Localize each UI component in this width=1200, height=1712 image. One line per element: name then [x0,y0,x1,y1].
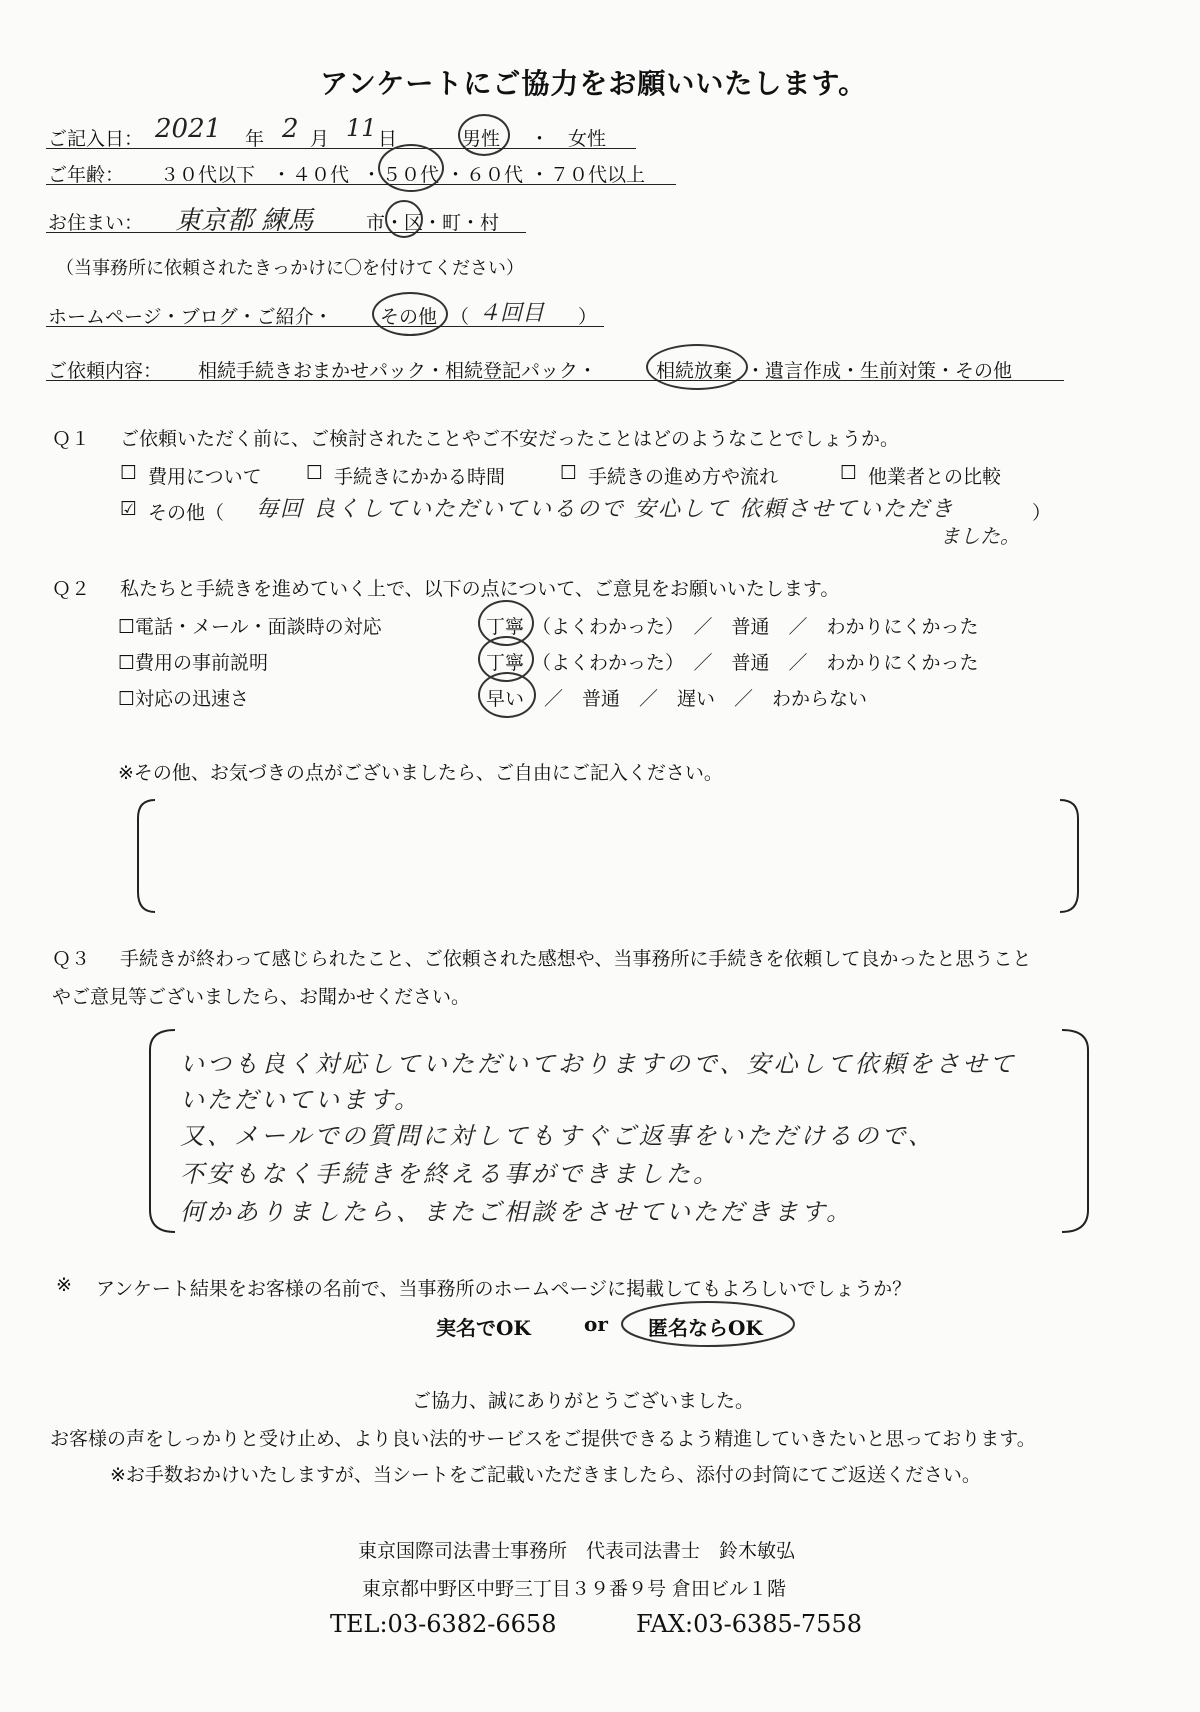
year-value: 2021 [155,114,222,144]
gender-female: 女性 [568,128,607,150]
request-label: ご依頼内容： [48,360,163,382]
address-suffix: 市・区・町・村 [366,212,500,234]
q1-other-answer-2: ました。 [940,524,1020,548]
gender-sep: ・ [530,128,550,150]
q2-row-contact-selected: 丁寧 [486,616,525,638]
q1-checkbox-other[interactable]: ☑ [120,498,138,520]
q1-checkbox-3[interactable]: ☐ [560,462,578,484]
q3-answer-line-2: いただいています。 [180,1086,422,1114]
q3-question-2: やご意見等ございましたら、お聞かせください。 [52,986,471,1008]
referral-options: ホームページ・ブログ・ご紹介・ [48,306,333,328]
q2-row-cost-selected: 丁寧 [486,652,525,674]
address-label: お住まい： [48,212,144,234]
month-unit: 月 [310,128,330,150]
q3-answer-line-5: 何かありましたら、またご相談をさせていただきます。 [180,1198,854,1226]
age-option-40: ４０代 [292,164,350,186]
year-unit: 年 [245,128,265,150]
referral-other: その他 [380,306,438,328]
office-tel: TEL:03-6382-6658 [330,1610,557,1638]
closing-line-2: お客様の声をしっかりと受け止め、より良い法的サービスをご提供できるよう精進していきたいと思っております。 [50,1428,1036,1450]
closing-line-3: ※お手数おかけいたしますが、当シートをご記載いただきましたら、添付の封筒にてご返送ください。 [110,1464,981,1486]
date-label: ご記入日： [48,128,144,150]
q2-free-text-box[interactable] [140,800,1076,912]
office-address: 東京都中野区中野三丁目３９番９号 倉田ビル１階 [362,1578,787,1600]
q1-other-label: その他（ [148,502,225,524]
q3-answer-line-1: いつも良く対応していただいておりますので、安心して依頼をさせて [180,1050,1017,1078]
consent-or: or [584,1312,608,1336]
q1-question: ご依頼いただく前に、ご検討されたことやご不安だったことはどのようなことでしょうか。 [120,428,900,450]
q2-row-cost-item[interactable]: ☐費用の事前説明 [118,652,269,674]
consent-real-name[interactable]: 実名でOK [436,1316,531,1340]
q1-option-cost: 費用について [148,466,262,488]
age-option-70: ７０代以上 [550,164,646,186]
q3-number: Ｑ３ [52,948,91,970]
age-option-50: ５０代 [382,164,440,186]
closing-thanks: ご協力、誠にありがとうございました。 [412,1390,755,1412]
day-value: 11 [346,114,377,142]
q2-free-prompt: ※その他、お気づきの点がございましたら、ご自由にご記入ください。 [118,762,723,784]
request-before: 相続手続きおまかせパック・相続登記パック・ [198,360,598,382]
q1-option-process: 手続きの進め方や流れ [588,466,779,488]
q2-number: Ｑ２ [52,578,91,600]
q2-row-speed-selected: 早い [486,688,525,710]
q1-checkbox-1[interactable]: ☐ [120,462,138,484]
q2-row-cost-rest: （よくわかった） ／ 普通 ／ わかりにくかった [532,652,979,674]
consent-mark: ※ [56,1274,72,1296]
referral-note: （当事務所に依頼されたきっかけに〇を付けてください） [56,258,524,279]
q1-checkbox-4[interactable]: ☐ [840,462,858,484]
q1-number: Ｑ１ [52,428,91,450]
survey-sheet: アンケートにご協力をお願いいたします。 ご記入日： 2021 年 2 月 11 日 男性 ・ 女性 ご年齢： ３０代以下 ・ ４０代 ・ ５０代 ・ ６０代 ・ ７０代以上 お住まい： 東京都 練馬 市・区・町・村 （当事務所に依頼されたきっかけに〇を付けてください） ホームページ・ブログ・ご紹介・ その他 （ ４回目 ） ご依頼内容： 相続手続きおまかせパック・相続登記パック・ 相続放棄 ・遺言作成・生前対策・その他 Ｑ１ ご依頼いただく前に、ご検討されたことやご不安だったことはどのようなことでしょうか。 ☐ 費用について ☐ 手続きにかかる時間 ☐ 手続きの進め方や流れ ☐ 他業者との比較 ☑ その他（ 毎回 良くしていただいているので 安心して 依頼させていただき ） ました。 Ｑ２ 私たちと手続きを進めていく上で、以下の点について、ご意見をお願いいたします。 ☐電話・メール・面談時の対応 丁寧 （よくわかった） ／ 普通 ／ わかりにくかった ☐費用の事前説明 丁寧 （よくわかった） ／ 普通 ／ わかりにくかった ☐対応の迅速さ 早い ／ 普通 ／ 遅い ／ わからない ※その他、お気づきの点がございましたら、ご自由にご記入ください。 Ｑ３ 手続きが終わって感じられたこと、ご依頼された感想や、当事務所に手続きを依頼して良かったと思うこと やご意見等ございましたら、お聞かせください。 いつも良く対応していただいておりますので、安心して依頼をさせて いただいています。 又、メールでの質問に対してもすぐご返事をいただけるので、 不安もなく手続きを終える事ができました。 何かありましたら、またご相談をさせていただきます。 ※ アンケート結果をお客様の名前で、当事務所のホームページに掲載してもよろしいでしょうか？ 実名でOK or 匿名ならOK ご協力、誠にありがとうございました。 お客様の声をしっかりと受け止め、より良い法的サービスをご提供できるよう精進していきたいと思っております。 ※お手数おかけいたしますが、当シートをご記載いただきましたら、添付の封筒にてご返送ください。 東京国際司法書士事務所 代表司法書士 鈴木敏弘 東京都中野区中野三丁目３９番９号 倉田ビル１階 TEL:03-6382-6658 FAX:03-6385-7558 [0,0,1200,1712]
consent-anonymous[interactable]: 匿名ならOK [648,1316,763,1340]
q1-option-time: 手続きにかかる時間 [334,466,506,488]
q2-row-speed-rest: ／ 普通 ／ 遅い ／ わからない [544,688,868,710]
q1-checkbox-2[interactable]: ☐ [306,462,324,484]
consent-question: アンケート結果をお客様の名前で、当事務所のホームページに掲載してもよろしいでしょうか？ [96,1278,912,1300]
request-after: ・遺言作成・生前対策・その他 [746,360,1013,382]
q2-row-contact-rest: （よくわかった） ／ 普通 ／ わかりにくかった [532,616,979,638]
age-option-60: ６０代 [466,164,524,186]
q3-question-1: 手続きが終わって感じられたこと、ご依頼された感想や、当事務所に手続きを依頼して良かったと思うこと [120,948,1032,970]
q1-other-answer-1: 毎回 良くしていただいているので 安心して 依頼させていただき [256,497,955,522]
age-label: ご年齢： [48,164,125,186]
q3-answer-line-4: 不安もなく手続きを終える事ができました。 [180,1160,720,1188]
request-selected: 相続放棄 [656,360,733,382]
month-value: 2 [282,114,299,144]
day-unit: 日 [378,128,398,150]
page-title: アンケートにご協力をお願いいたします。 [320,67,868,100]
q2-question: 私たちと手続きを進めていく上で、以下の点について、ご意見をお願いいたします。 [120,578,840,600]
q2-row-speed-item[interactable]: ☐対応の迅速さ [118,688,250,710]
q1-option-compare: 他業者との比較 [868,466,1002,488]
office-name: 東京国際司法書士事務所 代表司法書士 鈴木敏弘 [358,1540,796,1562]
q3-answer-line-3: 又、メールでの質問に対してもすぐご返事をいただけるので、 [180,1122,936,1150]
address-value: 東京都 練馬 [175,206,314,236]
age-option-30: ３０代以下 [160,164,256,186]
gender-male: 男性 [462,128,501,150]
referral-other-value: ４回目 [478,301,545,326]
office-fax: FAX:03-6385-7558 [636,1610,862,1638]
q2-row-contact-item[interactable]: ☐電話・メール・面談時の対応 [118,616,382,638]
